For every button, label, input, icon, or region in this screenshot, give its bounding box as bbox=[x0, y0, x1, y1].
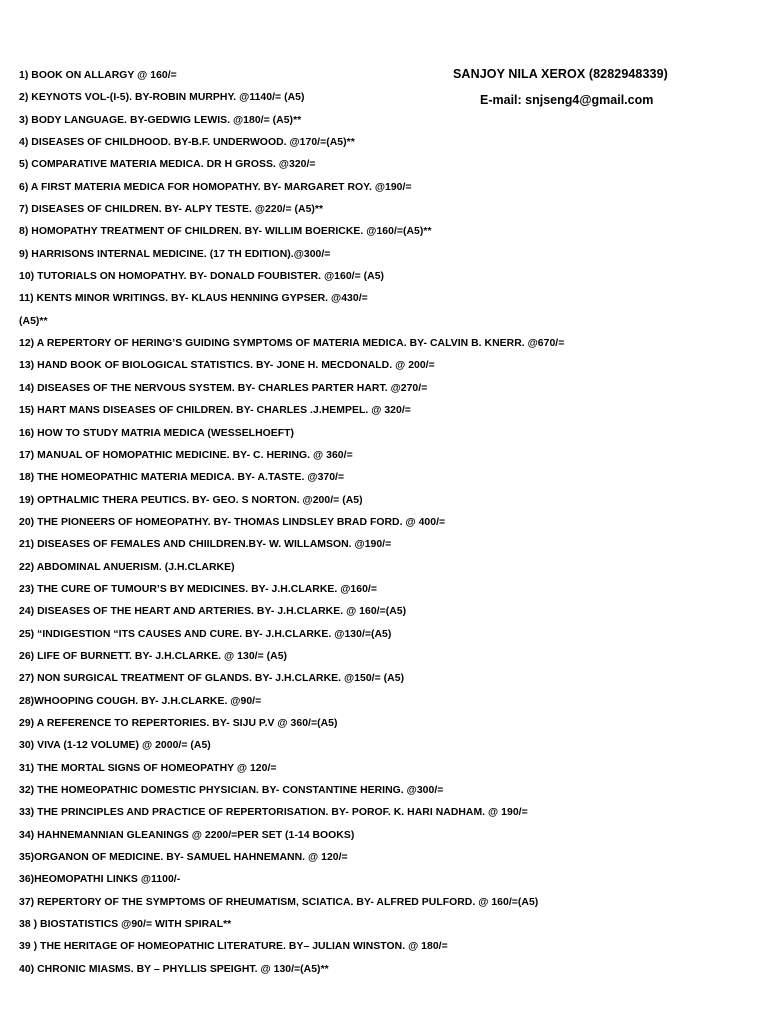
book-list-item: 5) COMPARATIVE MATERIA MEDICA. DR H GROSS. @320/= bbox=[19, 159, 316, 171]
shop-email: E-mail: snjseng4@gmail.com bbox=[480, 93, 654, 107]
book-list-item: 32) THE HOMEOPATHIC DOMESTIC PHYSICIAN. BY- CONSTANTINE HERING. @300/= bbox=[19, 785, 444, 796]
book-list-item: 25) “INDIGESTION “ITS CAUSES AND CURE. BY- J.H.CLARKE. @130/=(A5) bbox=[19, 628, 392, 640]
book-list-item: 15) HART MANS DISEASES OF CHILDREN. BY- CHARLES .J.HEMPEL. @ 320/= bbox=[19, 405, 411, 417]
book-list-item: 24) DISEASES OF THE HEART AND ARTERIES. BY- J.H.CLARKE. @ 160/=(A5) bbox=[19, 606, 407, 618]
book-list-item: 23) THE CURE OF TUMOUR’S BY MEDICINES. BY- J.H.CLARKE. @160/= bbox=[19, 583, 377, 595]
book-list-item: 31) THE MORTAL SIGNS OF HOMEOPATHY @ 120/= bbox=[19, 762, 277, 774]
book-list-item: 35)ORGANON OF MEDICINE. BY- SAMUEL HAHNEMANN. @ 120/= bbox=[19, 852, 348, 864]
book-list-item: 2) KEYNOTS VOL-(I-5). BY-ROBIN MURPHY. @1140/= (A5) bbox=[19, 92, 305, 104]
shop-name-phone: SANJOY NILA XEROX (8282948339) bbox=[453, 67, 668, 81]
book-list-item: 29) A REFERENCE TO REPERTORIES. BY- SIJU P.V @ 360/=(A5) bbox=[19, 717, 338, 729]
book-list-item: 26) LIFE OF BURNETT. BY- J.H.CLARKE. @ 130/= (A5) bbox=[19, 650, 288, 662]
book-list-item: (A5)** bbox=[19, 315, 48, 327]
book-list bbox=[19, 69, 749, 985]
book-list-item: 13) HAND BOOK OF BIOLOGICAL STATISTICS. BY- JONE H. MECDONALD. @ 200/= bbox=[19, 360, 435, 372]
book-list-item: 14) DISEASES OF THE NERVOUS SYSTEM. BY- CHARLES PARTER HART. @270/= bbox=[19, 382, 428, 394]
book-list-item: 20) THE PIONEERS OF HOMEOPATHY. BY- THOMAS LINDSLEY BRAD FORD. @ 400/= bbox=[19, 516, 446, 528]
book-list-item: 1) BOOK ON ALLARGY @ 160/= bbox=[19, 70, 177, 81]
book-list-item: 21) DISEASES OF FEMALES AND CHIILDREN.BY- W. WILLAMSON. @190/= bbox=[19, 539, 392, 551]
book-list-item: 37) REPERTORY OF THE SYMPTOMS OF RHEUMATISM, SCIATICA. BY- ALFRED PULFORD. @ 160/=(A5) bbox=[19, 896, 539, 908]
book-list-item: 27) NON SURGICAL TREATMENT OF GLANDS. BY- J.H.CLARKE. @150/= (A5) bbox=[19, 673, 405, 685]
book-list-item: 30) VIVA (1-12 VOLUME) @ 2000/= (A5) bbox=[19, 740, 211, 752]
book-list-item: 22) ABDOMINAL ANUERISM. (J.H.CLARKE) bbox=[19, 561, 235, 573]
book-list-item: 39 ) THE HERITAGE OF HOMEOPATHIC LITERATURE. BY– JULIAN WINSTON. @ 180/= bbox=[19, 941, 448, 953]
book-list-item: 7) DISEASES OF CHILDREN. BY- ALPY TESTE. @220/= (A5)** bbox=[19, 204, 324, 216]
book-list-item: 19) OPTHALMIC THERA PEUTICS. BY- GEO. S NORTON. @200/= (A5) bbox=[19, 494, 363, 506]
book-list-item: 12) A REPERTORY OF HERING’S GUIDING SYMPTOMS OF MATERIA MEDICA. BY- CALVIN B. KNERR. @670/= bbox=[19, 338, 565, 350]
book-list-item: 28)WHOOPING COUGH. BY- J.H.CLARKE. @90/= bbox=[19, 695, 262, 707]
book-list-item: 3) BODY LANGUAGE. BY-GEDWIG LEWIS. @180/= (A5)** bbox=[19, 114, 302, 126]
book-list-item: 40) CHRONIC MIASMS. BY – PHYLLIS SPEIGHT. @ 130/=(A5)** bbox=[19, 963, 329, 975]
book-list-item: 6) A FIRST MATERIA MEDICA FOR HOMOPATHY. BY- MARGARET ROY. @190/= bbox=[19, 181, 412, 193]
book-list-item: 34) HAHNEMANNIAN GLEANINGS @ 2200/=PER SET (1-14 BOOKS) bbox=[19, 829, 355, 841]
book-list-item: 36)HEOMOPATHI LINKS @1100/- bbox=[19, 874, 181, 886]
book-list-item: 16) HOW TO STUDY MATRIA MEDICA (WESSELHOEFT) bbox=[19, 427, 295, 439]
book-list-item: 9) HARRISONS INTERNAL MEDICINE. (17 TH EDITION).@300/= bbox=[19, 248, 331, 260]
book-list-item: 33) THE PRINCIPLES AND PRACTICE OF REPERTORISATION. BY- POROF. K. HARI NADHAM. @ 190/= bbox=[19, 807, 528, 819]
book-list-item: 10) TUTORIALS ON HOMOPATHY. BY- DONALD FOUBISTER. @160/= (A5) bbox=[19, 271, 385, 283]
book-list-item: 4) DISEASES OF CHILDHOOD. BY-B.F. UNDERWOOD. @170/=(A5)** bbox=[19, 137, 355, 149]
book-list-item: 11) KENTS MINOR WRITINGS. BY- KLAUS HENNING GYPSER. @430/= bbox=[19, 293, 368, 305]
book-list-item: 17) MANUAL OF HOMOPATHIC MEDICINE. BY- C. HERING. @ 360/= bbox=[19, 449, 353, 461]
book-list-item: 38 ) BIOSTATISTICS @90/= WITH SPIRAL** bbox=[19, 919, 232, 931]
book-list-item: 8) HOMOPATHY TREATMENT OF CHILDREN. BY- WILLIM BOERICKE. @160/=(A5)** bbox=[19, 226, 432, 238]
book-list-item: 18) THE HOMEOPATHIC MATERIA MEDICA. BY- A.TASTE. @370/= bbox=[19, 472, 345, 484]
